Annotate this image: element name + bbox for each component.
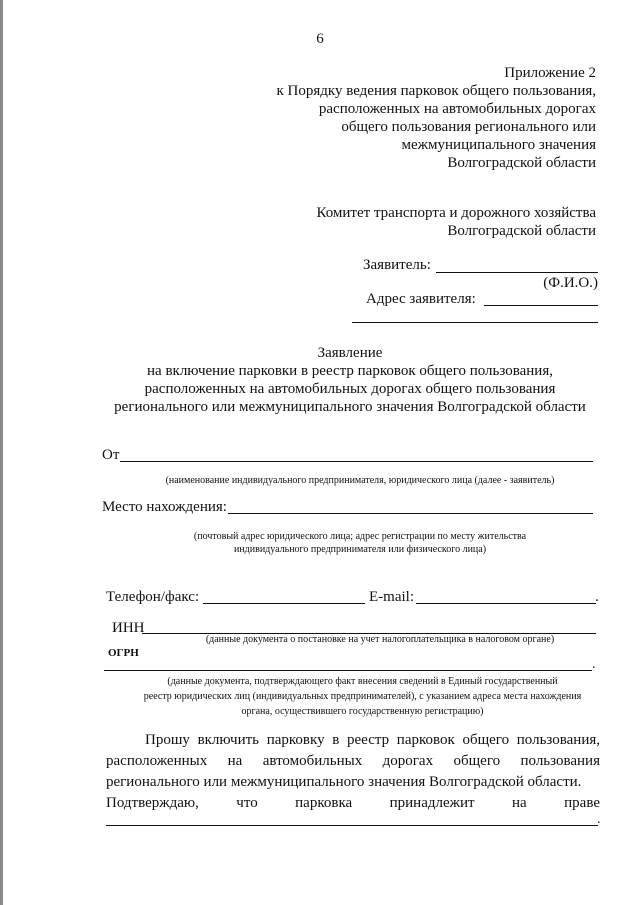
appendix-line: к Порядку ведения парковок общего пользования, bbox=[276, 83, 596, 99]
location-hint: (почтовый адрес юридического лица; адрес регистрации по месту жительства bbox=[193, 531, 527, 542]
ogrn-label: ОГРН bbox=[108, 647, 139, 659]
from-label: От bbox=[102, 447, 120, 463]
appendix-line: расположенных на автомобильных дорогах bbox=[318, 101, 596, 117]
inn-hint: (данные документа о постановке на учет налогоплательщика в налоговом органе) bbox=[205, 634, 555, 645]
email-end: . bbox=[595, 589, 599, 605]
appendix-line: межмуниципального значения bbox=[401, 137, 596, 153]
statement-title: Заявление bbox=[317, 345, 383, 361]
paragraph-line: Подтверждаю, что парковка принадлежит на праве bbox=[106, 795, 600, 811]
location-hint: индивидуального предпринимателя или физического лица) bbox=[233, 544, 487, 555]
phone-label: Телефон/факс: bbox=[106, 589, 200, 605]
ogrn-hint: органа, осуществившего государственную регистрацию) bbox=[241, 706, 484, 717]
appendix-line: общего пользования регионального или bbox=[341, 119, 596, 135]
ownership-field-line[interactable] bbox=[106, 825, 598, 826]
ogrn-end: . bbox=[592, 657, 596, 672]
applicant-address-line[interactable] bbox=[484, 305, 598, 306]
ogrn-hint: (данные документа, подтверждающего факт внесения сведений в Единый государственный bbox=[167, 676, 558, 687]
phone-field-line[interactable] bbox=[203, 603, 365, 604]
addressee-line: Комитет транспорта и дорожного хозяйства bbox=[316, 205, 596, 221]
appendix-title: Приложение 2 bbox=[504, 65, 596, 81]
from-field-line[interactable] bbox=[120, 461, 593, 462]
ogrn-hint: реестр юридических лиц (индивидуальных предпринимателей), с указанием адреса места нахождения bbox=[143, 691, 582, 702]
location-label: Место нахождения: bbox=[102, 499, 227, 515]
from-hint: (наименование индивидуального предпринимателя, юридического лица (далее - заявитель) bbox=[165, 475, 555, 486]
statement-line: на включение парковки в реестр парковок общего пользования, bbox=[147, 363, 553, 379]
statement-line: расположенных на автомобильных дорогах общего пользования bbox=[144, 381, 556, 397]
paragraph-line: Прошу включить парковку в реестр парковок общего пользования, bbox=[145, 732, 600, 748]
fio-label: (Ф.И.О.) bbox=[543, 275, 598, 291]
paragraph-line: расположенных на автомобильных дорогах общего пользования bbox=[106, 753, 600, 769]
page-number: 6 bbox=[316, 31, 324, 47]
applicant-address-line-2[interactable] bbox=[352, 322, 598, 323]
addressee-line: Волгоградской области bbox=[447, 223, 596, 239]
paragraph-line: регионального или межмуниципального значения Волгоградской области. bbox=[106, 774, 582, 790]
scan-edge bbox=[0, 0, 3, 905]
inn-label: ИНН bbox=[112, 620, 145, 636]
statement-line: регионального или межмуниципального значения Волгоградской области bbox=[114, 399, 586, 415]
applicant-label: Заявитель: bbox=[363, 257, 431, 273]
email-label: E-mail: bbox=[369, 589, 414, 605]
applicant-address-label: Адрес заявителя: bbox=[366, 291, 476, 307]
email-field-line[interactable] bbox=[416, 603, 596, 604]
appendix-line: Волгоградской области bbox=[447, 155, 596, 171]
ogrn-field-line[interactable] bbox=[104, 670, 592, 671]
paragraph-end: . bbox=[597, 812, 601, 827]
location-field-line[interactable] bbox=[228, 513, 593, 514]
applicant-name-line[interactable] bbox=[436, 272, 598, 273]
